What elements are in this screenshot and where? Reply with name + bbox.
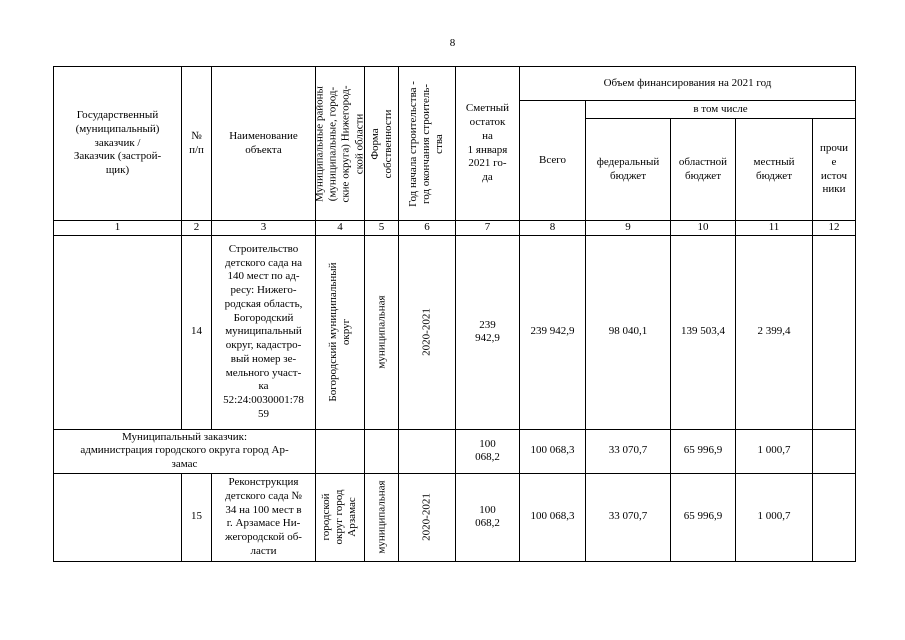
row-years-text: 2020-2021	[420, 308, 433, 357]
col-num: 3	[212, 221, 316, 236]
col-num: 5	[365, 221, 399, 236]
header-years	[399, 67, 456, 221]
column-numbers-row	[54, 221, 856, 236]
group-empty	[316, 429, 365, 473]
group-empty	[365, 429, 399, 473]
group-total: 100 068,3	[520, 429, 586, 473]
row-customer	[54, 473, 182, 561]
col-num: 7	[456, 221, 520, 236]
col-num: 2	[182, 221, 212, 236]
header-other: прочи е источ ники	[813, 119, 856, 221]
row-years-text: 2020-2021	[420, 493, 433, 542]
header-including: в том числе	[586, 101, 856, 119]
col-num: 6	[399, 221, 456, 236]
row-regional: 139 503,4	[671, 235, 736, 429]
group-federal: 33 070,7	[586, 429, 671, 473]
row-num: 15	[182, 473, 212, 561]
header-customer: Государственный (муниципальный) заказчик / Заказчик (застрой- щик)	[54, 67, 182, 221]
group-regional: 65 996,9	[671, 429, 736, 473]
row-years	[399, 473, 456, 561]
header-regional: областной бюджет	[671, 119, 736, 221]
row-ownership	[365, 235, 399, 429]
header-financing: Объем финансирования на 2021 год	[520, 67, 856, 101]
table-row	[54, 235, 856, 429]
header-ownership-text: Форма собственности	[368, 109, 394, 178]
row-customer	[54, 235, 182, 429]
row-object-name: Строительство детского сада на 140 мест по ад- ресу: Нижего- родская область, Богородский муниципальный округ, кадастро- вый номер зе- мельного участ- ка 52:24:0030001:78 59	[212, 235, 316, 429]
header-districts	[313, 67, 366, 221]
row-district	[316, 473, 365, 561]
col-num: 11	[736, 221, 813, 236]
group-empty	[399, 429, 456, 473]
financing-table	[53, 66, 856, 562]
header-local: местный бюджет	[736, 119, 813, 221]
group-label: Муниципальный заказчик: администрация городского округа город Ар- замас	[54, 429, 316, 473]
header-ownership	[365, 67, 399, 221]
row-local: 2 399,4	[736, 235, 813, 429]
header-num: № п/п	[182, 67, 212, 221]
col-num: 10	[671, 221, 736, 236]
col-num: 9	[586, 221, 671, 236]
row-estimate: 100 068,2	[456, 473, 520, 561]
row-ownership-text: муниципальная	[374, 295, 387, 369]
header-federal: федеральный бюджет	[586, 119, 671, 221]
group-row	[54, 429, 856, 473]
row-total: 100 068,3	[520, 473, 586, 561]
row-local: 1 000,7	[736, 473, 813, 561]
page-number: 8	[449, 37, 456, 49]
col-num: 8	[520, 221, 586, 236]
row-estimate: 239 942,9	[456, 235, 520, 429]
row-district-text: Богородский муниципальный округ	[326, 262, 352, 402]
row-regional: 65 996,9	[671, 473, 736, 561]
group-other	[813, 429, 856, 473]
row-total: 239 942,9	[520, 235, 586, 429]
row-other	[813, 235, 856, 429]
row-ownership	[365, 473, 399, 561]
row-federal: 33 070,7	[586, 473, 671, 561]
row-other	[813, 473, 856, 561]
group-local: 1 000,7	[736, 429, 813, 473]
col-num: 1	[54, 221, 182, 236]
header-estimate: Сметный остаток на 1 января 2021 го- да	[456, 67, 520, 221]
row-ownership-text: муниципальная	[374, 480, 387, 554]
header-years-text: Год начала строительства - год окончания строитель- ства	[407, 80, 446, 207]
row-object-name: Реконструкция детского сада № 34 на 100 мест в г. Арзамасе Ни- жегородской об- ласти	[212, 473, 316, 561]
header-districts-text: Муниципальные районы (муниципальные, город- ские округа) Нижегород- ской области	[313, 84, 366, 203]
col-num: 4	[316, 221, 365, 236]
row-years	[399, 235, 456, 429]
group-estimate: 100 068,2	[456, 429, 520, 473]
row-district	[316, 235, 365, 429]
row-num: 14	[182, 235, 212, 429]
table-row	[54, 473, 856, 561]
row-federal: 98 040,1	[586, 235, 671, 429]
col-num: 12	[813, 221, 856, 236]
row-district-text: городской округ город Арзамас	[320, 489, 359, 545]
header-total: Всего	[520, 101, 586, 221]
header-object-name: Наименование объекта	[212, 67, 316, 221]
